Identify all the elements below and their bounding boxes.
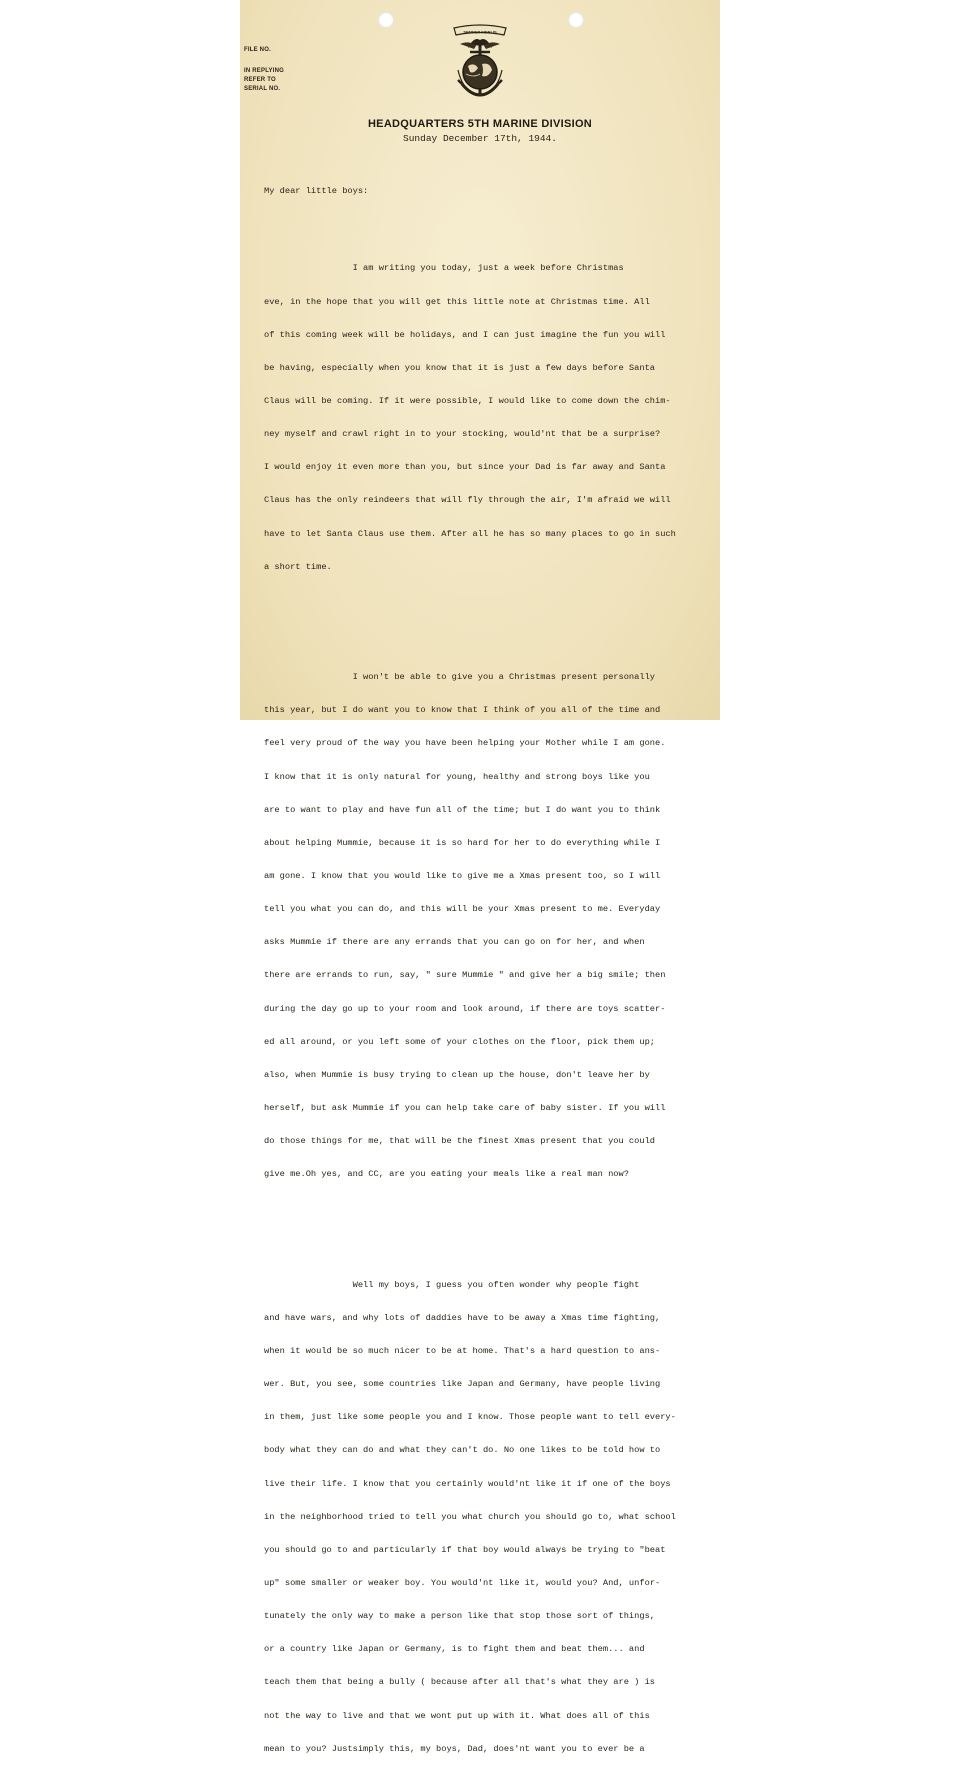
letter-line: give me.Oh yes, and CC, are you eating your meals like a real man now? [264, 1169, 629, 1180]
letter-line: ney myself and crawl right in to your stocking, would'nt that be a surprise? [264, 429, 661, 440]
letter-line: tell you what you can do, and this will be your Xmas present to me. Everyday [264, 904, 661, 915]
salutation: My dear little boys: [264, 186, 369, 197]
letter-line: you should go to and particularly if that boy would always be trying to "beat [264, 1544, 666, 1555]
letter-line: Claus will be coming. If it were possible, I would like to come down the chim- [264, 395, 671, 406]
letter-line: I won't be able to give you a Christmas present personally [264, 672, 656, 683]
refer-to-label: REFER TO [244, 77, 276, 83]
letter-line: Well my boys, I guess you often wonder why people fight [264, 1279, 640, 1290]
letter-line: of this coming week will be holidays, and I can just imagine the fun you will [264, 329, 666, 340]
letter-page [240, 0, 720, 1754]
reference-labels [244, 46, 284, 94]
letter-line: also, when Mummie is busy trying to clean up the house, don't leave her by [264, 1069, 650, 1080]
letter-line: eve, in the hope that you will get this little note at Christmas time. All [264, 296, 650, 307]
in-replying-label: IN REPLYING [244, 68, 284, 74]
letter-line: tunately the only way to make a person like that stop those sort of things, [264, 1611, 656, 1622]
punch-hole-left [378, 12, 394, 28]
letter-line: in the neighborhood tried to tell you what church you should go to, what school [264, 1511, 676, 1522]
letter-line: feel very proud of the way you have been helping your Mother while I am gone. [264, 738, 666, 749]
letter-line: do those things for me, that will be the finest Xmas present that you could [264, 1136, 656, 1147]
organization-heading: HEADQUARTERS 5TH MARINE DIVISION [367, 118, 593, 130]
letter-line: are to want to play and have fun all of the time; but I do want you to think [264, 804, 661, 815]
punch-hole-right [568, 12, 584, 28]
letter-line: have to let Santa Claus use them. After all he has so many places to go in such [264, 528, 676, 539]
letter-line: not the way to live and that we wont put up with it. What does all of this [264, 1710, 650, 1721]
serial-no-label: SERIAL NO. [244, 86, 281, 92]
eagle-globe-anchor-icon [444, 22, 516, 104]
letter-line: asks Mummie if there are any errands that you can go on for her, and when [264, 937, 645, 948]
letter-line: I am writing you today, just a week before Christmas [264, 263, 624, 274]
letter-line: wer. But, you see, some countries like Japan and Germany, have people living [264, 1379, 661, 1390]
letter-line: about helping Mummie, because it is so hard for her to do everything while I [264, 837, 661, 848]
emblem-motto: SEMPER FIDELIS [463, 29, 497, 35]
letter-line: in them, just like some people you and I know. Those people want to tell every- [264, 1412, 676, 1423]
letter-line: or a country like Japan or Germany, is to fight them and beat them... and [264, 1644, 645, 1655]
letter-line: am gone. I know that you would like to give me a Xmas present too, so I will [264, 871, 661, 881]
letter-line: when it would be so much nicer to be at home. That's a hard question to ans- [264, 1346, 661, 1357]
letter-line: live their life. I know that you certainly would'nt like it if one of the boys [264, 1478, 671, 1489]
file-no-label: FILE NO. [244, 47, 271, 53]
letter-line: body what they can do and what they can't do. No one likes to be told how to [264, 1445, 661, 1456]
letter-line: herself, but ask Mummie if you can help take care of baby sister. If you will [264, 1102, 666, 1113]
letter-line: there are errands to run, say, " sure Mummie " and give her a big smile; then [264, 970, 666, 981]
letter-line: mean to you? Justsimply this, my boys, Dad, does'nt want you to ever be a [264, 1743, 645, 1754]
letter-date: Sunday December 17th, 1944. [403, 133, 557, 144]
letter-line: ed all around, or you left some of your clothes on the floor, pick them up; [264, 1036, 656, 1047]
letter-line: during the day go up to your room and look around, if there are toys scatter- [264, 1003, 666, 1014]
letter-line: a short time. [264, 561, 332, 572]
letter-line: teach them that being a bully ( because after all that's what they are ) is [264, 1677, 656, 1688]
letter-line: be having, especially when you know that it is just a few days before Santa [264, 362, 656, 373]
letter-line: I would enjoy it even more than you, but since your Dad is far away and Santa [264, 462, 666, 473]
letter-line: up" some smaller or weaker boy. You would'nt like it, would you? And, unfor- [264, 1578, 661, 1588]
letter-body [264, 164, 716, 1777]
letter-line: this year, but I do want you to know that I think of you all of the time and [264, 705, 661, 716]
letter-line: I know that it is only natural for young, healthy and strong boys like you [264, 771, 650, 782]
letter-line: and have wars, and why lots of daddies have to be away a Xmas time fighting, [264, 1312, 661, 1323]
letter-line: Claus has the only reindeers that will fly through the air, I'm afraid we will [264, 495, 671, 506]
